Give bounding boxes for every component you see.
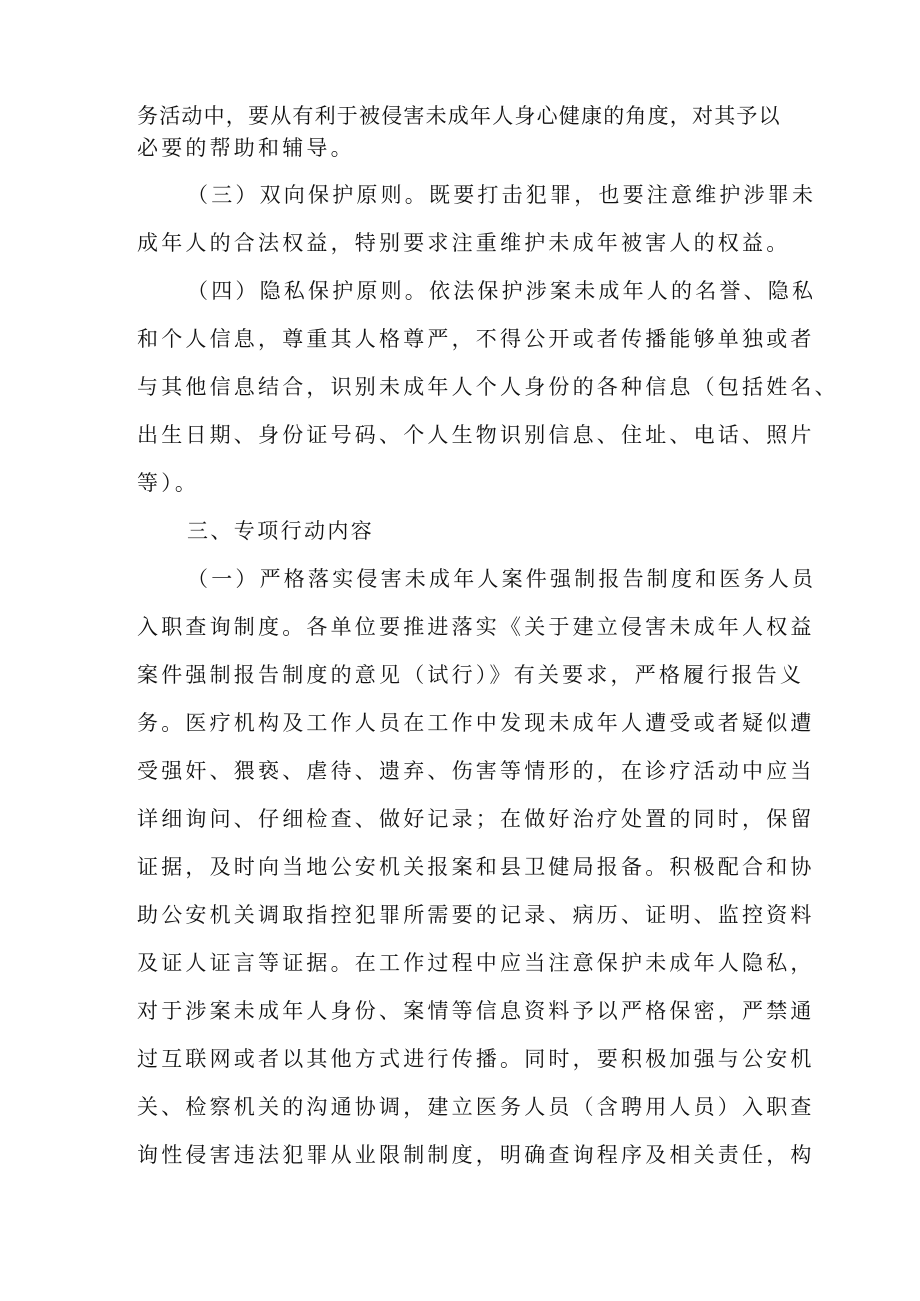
body-text-line: 等）。	[137, 471, 200, 495]
body-text-line: 证据，及时向当地公安机关报案和县卫健局报备。积极配合和协	[137, 855, 815, 879]
body-text-line: 与其他信息结合，识别未成年人个人身份的各种信息（包括姓名、	[137, 375, 839, 399]
body-text-line: 询性侵害违法犯罪从业限制制度，明确查询程序及相关责任，构	[137, 1143, 815, 1167]
body-text-line: （四）隐私保护原则。依法保护涉案未成年人的名誉、隐私	[187, 279, 817, 303]
body-text-line: 过互联网或者以其他方式进行传播。同时，要积极加强与公安机	[137, 1047, 815, 1071]
body-text-line: 案件强制报告制度的意见（试行）》有关要求，严格履行报告义	[137, 663, 805, 687]
section-heading: 三、专项行动内容	[187, 519, 375, 543]
body-text-line: 助公安机关调取指控犯罪所需要的记录、病历、证明、监控资料	[137, 903, 815, 927]
body-text-line: 必要的帮助和辅导。	[137, 136, 355, 160]
body-text-line: 对于涉案未成年人身份、案情等信息资料予以严格保密，严禁通	[137, 999, 815, 1023]
body-text-line: 详细询问、仔细检查、做好记录；在做好治疗处置的同时，保留	[137, 807, 815, 831]
body-text-line: 受强奸、猥亵、虐待、遗弃、伤害等情形的，在诊疗活动中应当	[137, 759, 815, 783]
body-text-line: 和个人信息，尊重其人格尊严，不得公开或者传播能够单独或者	[137, 327, 815, 351]
body-text-line: （一）严格落实侵害未成年人案件强制报告制度和医务人员	[187, 567, 817, 591]
body-text-line: 关、检察机关的沟通协调，建立医务人员（含聘用人员）入职查	[137, 1095, 815, 1119]
body-text-line: 出生日期、身份证号码、个人生物识别信息、住址、电话、照片	[137, 423, 815, 447]
body-text-line: 及证人证言等证据。在工作过程中应当注意保护未成年人隐私，	[137, 951, 815, 975]
body-text-line: 务。医疗机构及工作人员在工作中发现未成年人遭受或者疑似遭	[137, 711, 815, 735]
body-text-line: 入职查询制度。各单位要推进落实《关于建立侵害未成年人权益	[137, 615, 815, 639]
body-text-line: 成年人的合法权益，特别要求注重维护未成年被害人的权益。	[137, 231, 791, 255]
body-text-line: （三）双向保护原则。既要打击犯罪，也要注意维护涉罪未	[187, 183, 817, 207]
body-text-line: 务活动中，要从有利于被侵害未成年人身心健康的角度，对其予以	[137, 104, 781, 128]
